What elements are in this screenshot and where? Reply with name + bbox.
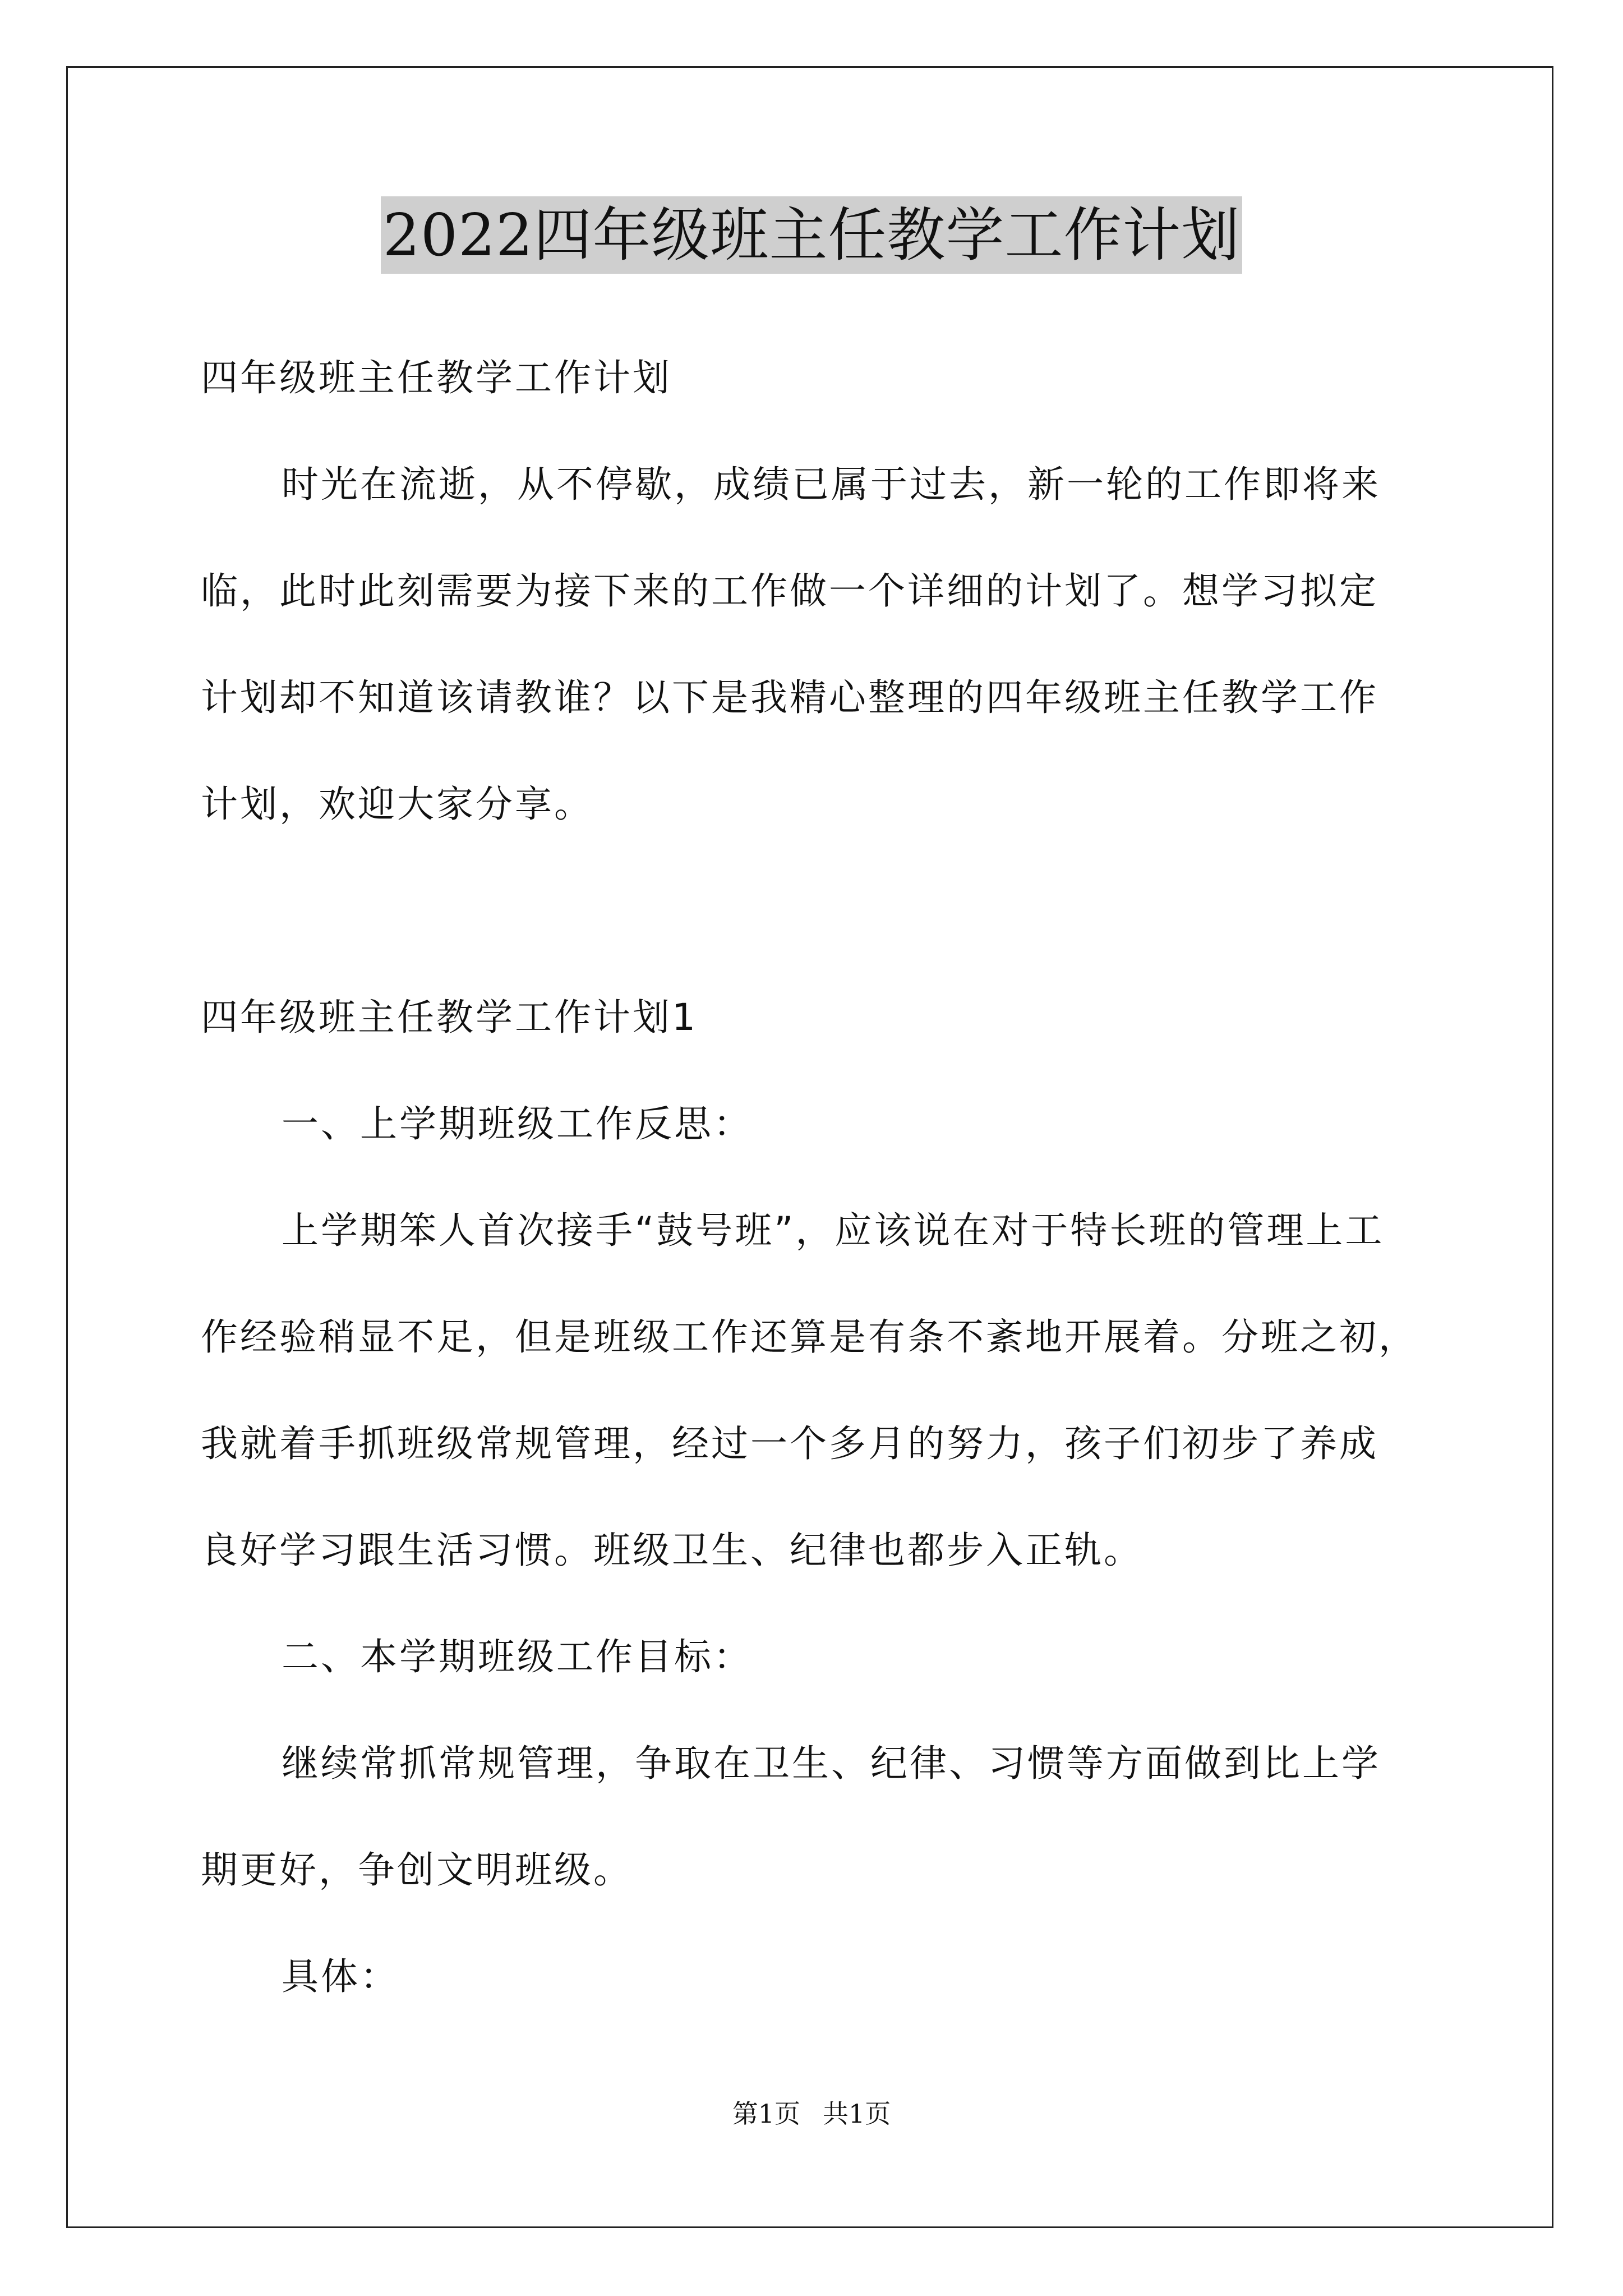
part1-line-4: 良好学习跟生活习惯。班级卫生、纪律也都步入正轨。 (201, 1529, 1143, 1572)
part1-line-1: 上学期笨人首次接手“鼓号班”，应该说在对于特长班的管理上工 (282, 1209, 1385, 1252)
section-heading: 四年级班主任教学工作计划1 (201, 996, 698, 1039)
intro-line-4: 计划，欢迎大家分享。 (201, 783, 593, 826)
part2-heading: 二、本学期班级工作目标： (282, 1635, 753, 1678)
page-footer (0, 2097, 1623, 2131)
part1-line-3: 我就着手抓班级常规管理，经过一个多月的努力，孩子们初步了养成 (201, 1422, 1378, 1465)
part1-heading: 一、上学期班级工作反思： (282, 1102, 753, 1145)
document-title: 2022四年级班主任教学工作计划 (381, 196, 1243, 274)
intro-line-3: 计划却不知道该请教谁？以下是我精心整理的四年级班主任教学工作 (201, 676, 1378, 719)
intro-line-2: 临，此时此刻需要为接下来的工作做一个详细的计划了。想学习拟定 (201, 569, 1378, 613)
page-total: 共1页 (823, 2099, 891, 2129)
page-current: 第1页 (732, 2099, 800, 2129)
document-subtitle: 四年级班主任教学工作计划 (201, 356, 672, 399)
title-container (0, 196, 1623, 274)
intro-line-1: 时光在流逝，从不停歇，成绩已属于过去，新一轮的工作即将来 (282, 463, 1381, 506)
part2-line-2: 期更好，争创文明班级。 (201, 1848, 633, 1892)
part1-line-2: 作经验稍显不足，但是班级工作还算是有条不紊地开展着。分班之初， (201, 1315, 1418, 1359)
specific-label: 具体： (282, 1955, 399, 1998)
part2-line-1: 继续常抓常规管理，争取在卫生、纪律、习惯等方面做到比上学 (282, 1742, 1381, 1785)
